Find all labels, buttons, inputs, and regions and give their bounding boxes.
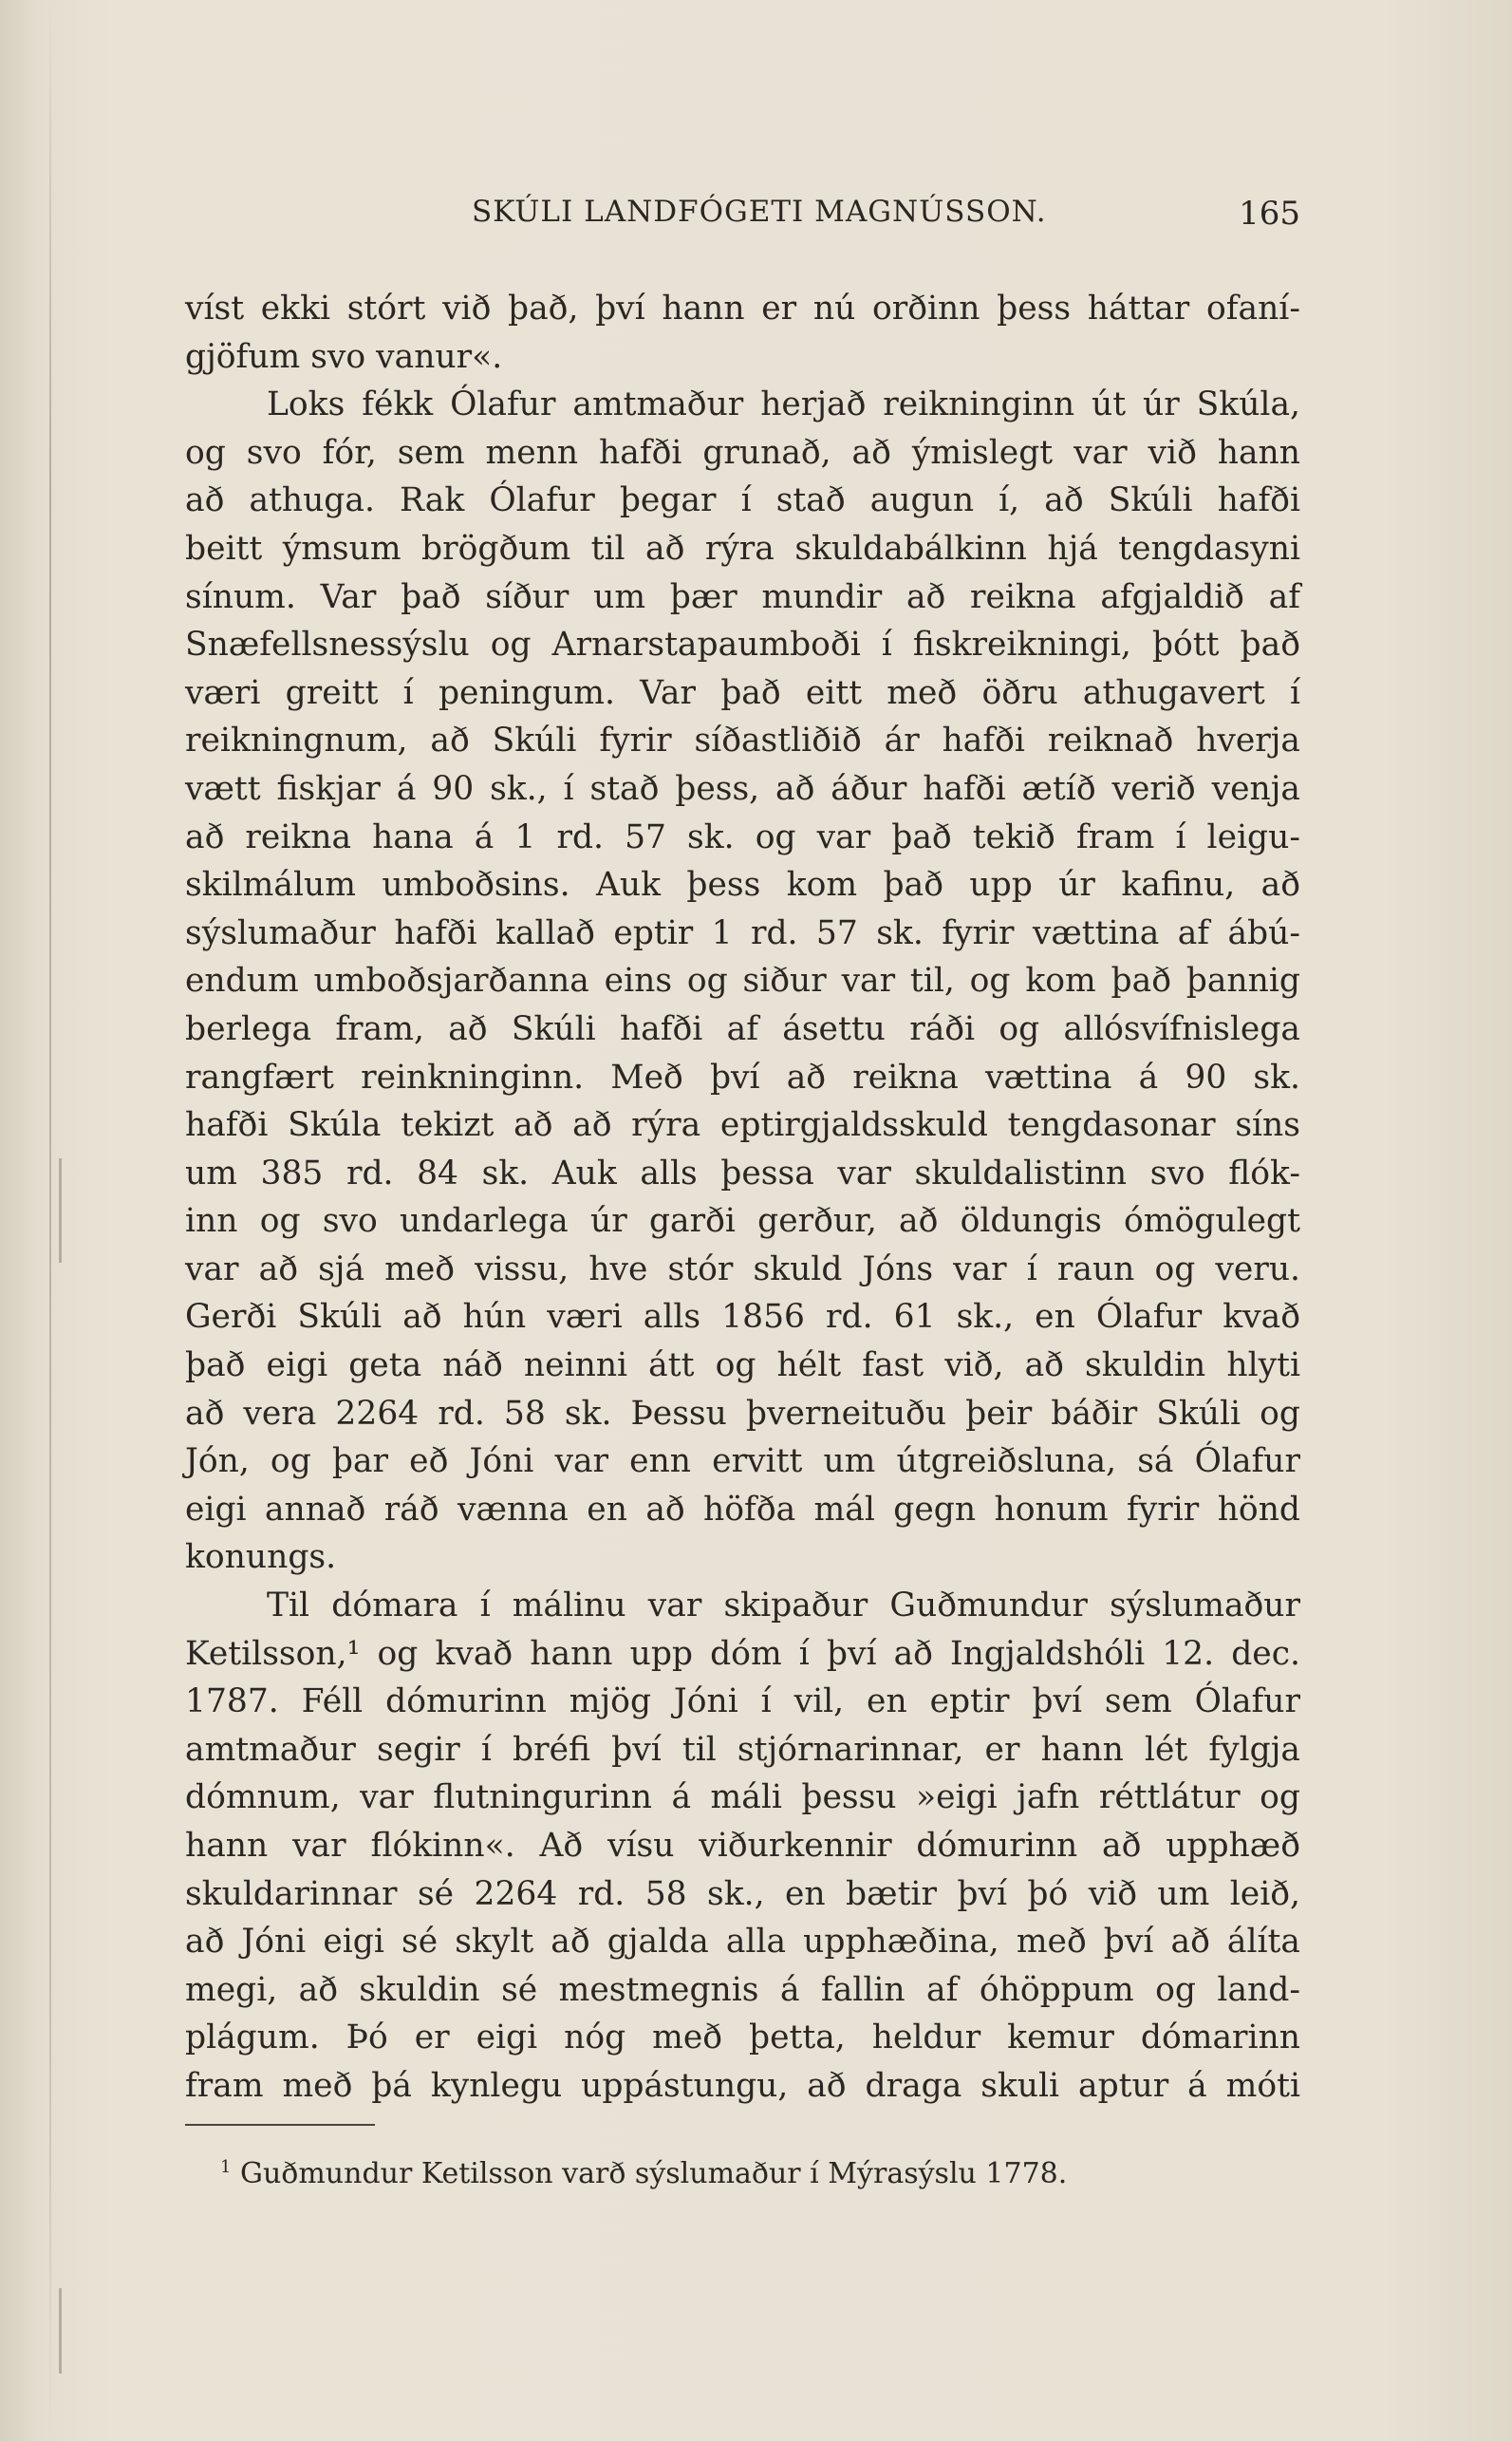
text-line: skuldarinnar sé 2264 rd. 58 sk., en bætir því þó við um leið, [185, 1874, 1300, 1913]
text-line: að athuga. Rak Ólafur þegar í stað augun í, að Skúli hafði [185, 481, 1300, 520]
page-gutter-shadow [49, 0, 51, 2441]
text-line: fram með þá kynlegu uppástungu, að draga skuli aptur á móti [185, 2066, 1300, 2105]
text-line: dómnum, var flutningurinn á máli þessu »eigi jafn réttlátur og [185, 1778, 1300, 1817]
text-line: amtmaður segir í bréfi því til stjórnarinnar, er hann lét fylgja [185, 1730, 1300, 1769]
text-line: Ketilsson,¹ og kvað hann upp dóm í því að Ingjaldshóli 12. dec. [185, 1634, 1300, 1673]
footnote [220, 2157, 1067, 2190]
text-line: reikningnum, að Skúli fyrir síðastliðið ár hafði reiknað hverja [185, 722, 1300, 760]
text-line: eigi annað ráð vænna en að höfða mál gegn honum fyrir hönd [185, 1490, 1300, 1529]
margin-mark [59, 1158, 62, 1263]
footnote-divider [185, 2124, 375, 2126]
page-number: 165 [1239, 195, 1300, 233]
text-line: að Jóni eigi sé skylt að gjalda alla upphæðina, með því að álíta [185, 1923, 1300, 1962]
text-line: að reikna hana á 1 rd. 57 sk. og var það tekið fram í leigu- [185, 817, 1300, 856]
text-line: konungs. [185, 1538, 337, 1577]
footnote-marker: 1 [220, 2157, 232, 2178]
text-line: hann var flókinn«. Að vísu viðurkennir dómurinn að upphæð [185, 1827, 1300, 1865]
text-line: rangfært reinkninginn. Með því að reikna vættina á 90 sk. [185, 1058, 1300, 1097]
text-line: að vera 2264 rd. 58 sk. Þessu þverneituðu þeir báðir Skúli og [185, 1394, 1300, 1433]
text-line: berlega fram, að Skúli hafði af ásettu ráði og allósvífnislega [185, 1009, 1300, 1048]
text-line: vætt fiskjar á 90 sk., í stað þess, að áður hafði ætíð verið venja [185, 769, 1300, 808]
text-line: Gerði Skúli að hún væri alls 1856 rd. 61 sk., en Ólafur kvað [185, 1298, 1300, 1337]
body-text [185, 285, 1300, 2111]
text-line: sýslumaður hafði kallað eptir 1 rd. 57 sk. fyrir vættina af ábú- [185, 913, 1300, 952]
text-line: hafði Skúla tekizt að að rýra eptirgjaldsskuld tengdasonar síns [185, 1106, 1300, 1145]
text-line: Jón, og þar eð Jóni var enn ervitt um útgreiðsluna, sá Ólafur [185, 1442, 1300, 1481]
text-line: sínum. Var það síður um þær mundir að reikna afgjaldið af [185, 577, 1300, 616]
text-line: endum umboðsjarðanna eins og siður var til, og kom það þannig [185, 962, 1300, 1001]
text-line: var að sjá með vissu, hve stór skuld Jóns var í raun og veru. [185, 1249, 1300, 1288]
text-line: skilmálum umboðsins. Auk þess kom það upp úr kafinu, að [185, 866, 1300, 905]
margin-mark [59, 2288, 62, 2374]
text-line: plágum. Þó er eigi nóg með þetta, heldur kemur dómarinn [185, 2019, 1300, 2057]
text-line: víst ekki stórt við það, því hann er nú orðinn þess háttar ofaní- [185, 290, 1300, 328]
page-header [185, 195, 1300, 242]
text-line: Loks fékk Ólafur amtmaður herjað reikninginn út úr Skúla, [267, 385, 1300, 424]
text-line: það eigi geta náð neinni átt og hélt fast við, að skuldin hlyti [185, 1346, 1300, 1385]
text-line: og svo fór, sem menn hafði grunað, að ýmislegt var við hann [185, 433, 1300, 472]
text-line: um 385 rd. 84 sk. Auk alls þessa var skuldalistinn svo flók- [185, 1154, 1300, 1192]
text-line: Til dómara í málinu var skipaður Guðmundur sýslumaður [267, 1587, 1300, 1625]
text-line: 1787. Féll dómurinn mjög Jóni í vil, en eptir því sem Ólafur [185, 1682, 1300, 1721]
text-line: inn og svo undarlega úr garði gerður, að öldungis ómögulegt [185, 1202, 1300, 1241]
footnote-text: Guðmundur Ketilsson varð sýslumaður í Mýrasýslu 1778. [240, 2157, 1068, 2190]
text-line: Snæfellsnessýslu og Arnarstapaumboði í fiskreikningi, þótt það [185, 626, 1300, 665]
text-line: gjöfum svo vanur«. [185, 337, 503, 376]
text-line: megi, að skuldin sé mestmegnis á fallin af óhöppum og land- [185, 1970, 1300, 2009]
text-line: væri greitt í peningum. Var það eitt með öðru athugavert í [185, 673, 1300, 712]
running-title: SKÚLI LANDFÓGETI MAGNÚSSON. [472, 195, 1047, 229]
text-line: beitt ýmsum brögðum til að rýra skuldabálkinn hjá tengdasyni [185, 529, 1300, 568]
